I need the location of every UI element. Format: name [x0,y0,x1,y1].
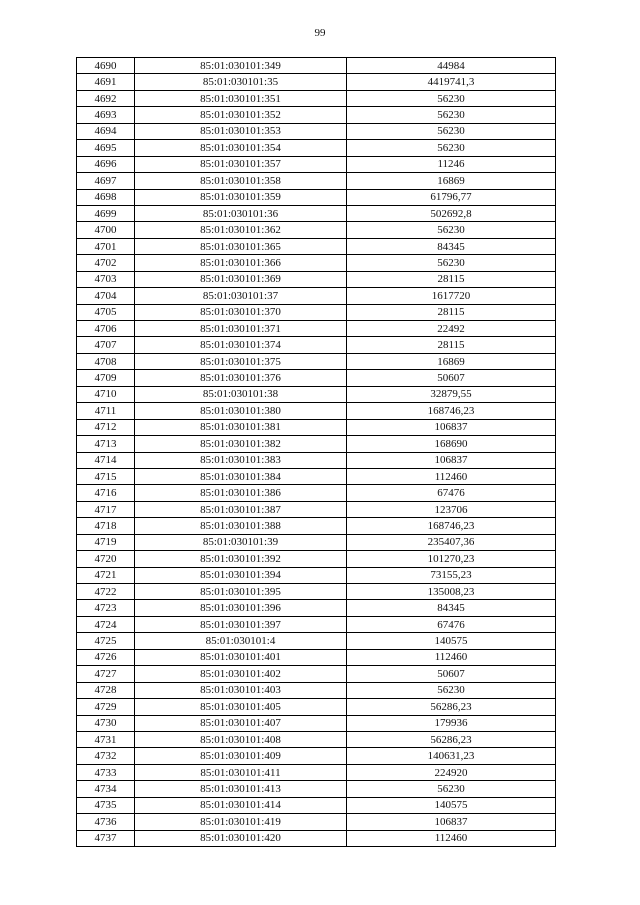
cadastral-value-cell: 168746,23 [347,403,556,419]
cadastral-value-cell: 168690 [347,436,556,452]
row-number-cell: 4701 [77,238,135,254]
cadastral-value-cell: 502692,8 [347,205,556,221]
cadastral-value-cell: 16869 [347,173,556,189]
cadastral-value-cell: 56230 [347,781,556,797]
row-number-cell: 4707 [77,337,135,353]
table-row [77,797,556,813]
cadastral-value-table [76,57,556,847]
row-number-cell: 4692 [77,90,135,106]
table-row [77,518,556,534]
cadastral-value-cell: 112460 [347,830,556,846]
row-number-cell: 4719 [77,534,135,550]
cadastral-number-cell: 85:01:030101:359 [135,189,347,205]
cadastral-number-cell: 85:01:030101:397 [135,616,347,632]
cadastral-value-cell: 56230 [347,682,556,698]
cadastral-number-cell: 85:01:030101:405 [135,699,347,715]
table-row [77,501,556,517]
cadastral-number-cell: 85:01:030101:38 [135,386,347,402]
cadastral-number-cell: 85:01:030101:387 [135,501,347,517]
cadastral-number-cell: 85:01:030101:402 [135,666,347,682]
cadastral-number-cell: 85:01:030101:376 [135,370,347,386]
table-row [77,238,556,254]
cadastral-value-cell: 56286,23 [347,731,556,747]
row-number-cell: 4712 [77,419,135,435]
row-number-cell: 4733 [77,764,135,780]
cadastral-number-cell: 85:01:030101:392 [135,551,347,567]
row-number-cell: 4736 [77,814,135,830]
row-number-cell: 4690 [77,58,135,74]
table-row [77,74,556,90]
row-number-cell: 4735 [77,797,135,813]
cadastral-value-cell: 28115 [347,337,556,353]
table-row [77,633,556,649]
cadastral-value-cell: 56230 [347,90,556,106]
row-number-cell: 4702 [77,255,135,271]
cadastral-value-cell: 73155,23 [347,567,556,583]
table-row [77,370,556,386]
cadastral-number-cell: 85:01:030101:388 [135,518,347,534]
cadastral-value-cell: 106837 [347,452,556,468]
row-number-cell: 4729 [77,699,135,715]
row-number-cell: 4708 [77,353,135,369]
table-row [77,600,556,616]
table-row [77,468,556,484]
table-row [77,337,556,353]
table-row [77,189,556,205]
cadastral-number-cell: 85:01:030101:403 [135,682,347,698]
table-row [77,452,556,468]
cadastral-value-cell: 140575 [347,797,556,813]
cadastral-number-cell: 85:01:030101:380 [135,403,347,419]
row-number-cell: 4724 [77,616,135,632]
row-number-cell: 4696 [77,156,135,172]
table-row [77,731,556,747]
cadastral-number-cell: 85:01:030101:375 [135,353,347,369]
table-row [77,58,556,74]
cadastral-number-cell: 85:01:030101:408 [135,731,347,747]
cadastral-number-cell: 85:01:030101:4 [135,633,347,649]
cadastral-value-cell: 235407,36 [347,534,556,550]
cadastral-value-cell: 56286,23 [347,699,556,715]
cadastral-number-cell: 85:01:030101:413 [135,781,347,797]
table-row [77,140,556,156]
row-number-cell: 4732 [77,748,135,764]
row-number-cell: 4731 [77,731,135,747]
row-number-cell: 4699 [77,205,135,221]
row-number-cell: 4725 [77,633,135,649]
cadastral-number-cell: 85:01:030101:374 [135,337,347,353]
row-number-cell: 4705 [77,304,135,320]
table-row [77,386,556,402]
cadastral-value-cell: 112460 [347,468,556,484]
cadastral-value-cell: 179936 [347,715,556,731]
row-number-cell: 4693 [77,107,135,123]
row-number-cell: 4713 [77,436,135,452]
cadastral-number-cell: 85:01:030101:37 [135,288,347,304]
cadastral-value-cell: 106837 [347,814,556,830]
table-row [77,567,556,583]
table-row [77,551,556,567]
table-row [77,271,556,287]
table-row [77,699,556,715]
row-number-cell: 4715 [77,468,135,484]
table-row [77,255,556,271]
row-number-cell: 4737 [77,830,135,846]
cadastral-number-cell: 85:01:030101:371 [135,321,347,337]
cadastral-number-cell: 85:01:030101:366 [135,255,347,271]
cadastral-number-cell: 85:01:030101:365 [135,238,347,254]
row-number-cell: 4721 [77,567,135,583]
cadastral-value-cell: 84345 [347,600,556,616]
table-row [77,205,556,221]
table-row [77,304,556,320]
table-row [77,781,556,797]
cadastral-number-cell: 85:01:030101:386 [135,485,347,501]
cadastral-value-cell: 32879,55 [347,386,556,402]
cadastral-number-cell: 85:01:030101:419 [135,814,347,830]
cadastral-value-cell: 11246 [347,156,556,172]
table-row [77,419,556,435]
row-number-cell: 4723 [77,600,135,616]
row-number-cell: 4717 [77,501,135,517]
cadastral-value-cell: 22492 [347,321,556,337]
table-row [77,715,556,731]
table-row [77,830,556,846]
cadastral-number-cell: 85:01:030101:382 [135,436,347,452]
row-number-cell: 4720 [77,551,135,567]
table-row [77,353,556,369]
table-row [77,534,556,550]
cadastral-number-cell: 85:01:030101:414 [135,797,347,813]
cadastral-number-cell: 85:01:030101:407 [135,715,347,731]
table-row [77,682,556,698]
table-row [77,321,556,337]
cadastral-value-cell: 56230 [347,222,556,238]
row-number-cell: 4711 [77,403,135,419]
table-row [77,748,556,764]
row-number-cell: 4698 [77,189,135,205]
row-number-cell: 4718 [77,518,135,534]
cadastral-number-cell: 85:01:030101:354 [135,140,347,156]
cadastral-value-cell: 44984 [347,58,556,74]
cadastral-value-cell: 112460 [347,649,556,665]
row-number-cell: 4709 [77,370,135,386]
cadastral-number-cell: 85:01:030101:362 [135,222,347,238]
row-number-cell: 4697 [77,173,135,189]
cadastral-number-cell: 85:01:030101:396 [135,600,347,616]
cadastral-number-cell: 85:01:030101:409 [135,748,347,764]
cadastral-number-cell: 85:01:030101:358 [135,173,347,189]
cadastral-value-cell: 67476 [347,485,556,501]
cadastral-value-cell: 140575 [347,633,556,649]
cadastral-value-cell: 50607 [347,370,556,386]
cadastral-number-cell: 85:01:030101:357 [135,156,347,172]
table-row [77,436,556,452]
row-number-cell: 4706 [77,321,135,337]
row-number-cell: 4703 [77,271,135,287]
cadastral-value-cell: 123706 [347,501,556,517]
cadastral-number-cell: 85:01:030101:401 [135,649,347,665]
row-number-cell: 4704 [77,288,135,304]
cadastral-number-cell: 85:01:030101:351 [135,90,347,106]
row-number-cell: 4714 [77,452,135,468]
row-number-cell: 4691 [77,74,135,90]
cadastral-value-cell: 135008,23 [347,584,556,600]
cadastral-number-cell: 85:01:030101:384 [135,468,347,484]
cadastral-value-cell: 4419741,3 [347,74,556,90]
table-row [77,666,556,682]
table-row [77,616,556,632]
cadastral-value-cell: 61796,77 [347,189,556,205]
row-number-cell: 4695 [77,140,135,156]
cadastral-value-cell: 106837 [347,419,556,435]
table-body [77,58,556,847]
cadastral-number-cell: 85:01:030101:383 [135,452,347,468]
cadastral-number-cell: 85:01:030101:394 [135,567,347,583]
table-row [77,123,556,139]
table-row [77,107,556,123]
cadastral-number-cell: 85:01:030101:349 [135,58,347,74]
row-number-cell: 4716 [77,485,135,501]
cadastral-number-cell: 85:01:030101:420 [135,830,347,846]
table-row [77,173,556,189]
cadastral-value-cell: 1617720 [347,288,556,304]
table-row [77,814,556,830]
table-row [77,485,556,501]
table-row [77,156,556,172]
cadastral-value-cell: 101270,23 [347,551,556,567]
cadastral-number-cell: 85:01:030101:395 [135,584,347,600]
cadastral-number-cell: 85:01:030101:39 [135,534,347,550]
cadastral-number-cell: 85:01:030101:381 [135,419,347,435]
row-number-cell: 4700 [77,222,135,238]
cadastral-number-cell: 85:01:030101:36 [135,205,347,221]
cadastral-number-cell: 85:01:030101:370 [135,304,347,320]
row-number-cell: 4726 [77,649,135,665]
cadastral-value-cell: 140631,23 [347,748,556,764]
cadastral-value-cell: 50607 [347,666,556,682]
cadastral-value-cell: 28115 [347,271,556,287]
cadastral-number-cell: 85:01:030101:369 [135,271,347,287]
cadastral-value-cell: 84345 [347,238,556,254]
table-row [77,649,556,665]
table-row [77,764,556,780]
row-number-cell: 4734 [77,781,135,797]
row-number-cell: 4727 [77,666,135,682]
cadastral-value-cell: 16869 [347,353,556,369]
row-number-cell: 4722 [77,584,135,600]
row-number-cell: 4730 [77,715,135,731]
table-row [77,222,556,238]
cadastral-value-cell: 67476 [347,616,556,632]
cadastral-value-cell: 224920 [347,764,556,780]
cadastral-value-cell: 56230 [347,107,556,123]
cadastral-value-cell: 56230 [347,140,556,156]
cadastral-value-cell: 56230 [347,123,556,139]
cadastral-number-cell: 85:01:030101:352 [135,107,347,123]
cadastral-number-cell: 85:01:030101:353 [135,123,347,139]
table-row [77,288,556,304]
table-row [77,584,556,600]
cadastral-value-cell: 56230 [347,255,556,271]
cadastral-number-cell: 85:01:030101:35 [135,74,347,90]
cadastral-number-cell: 85:01:030101:411 [135,764,347,780]
table-row [77,90,556,106]
row-number-cell: 4728 [77,682,135,698]
table-row [77,403,556,419]
row-number-cell: 4710 [77,386,135,402]
row-number-cell: 4694 [77,123,135,139]
cadastral-value-cell: 28115 [347,304,556,320]
cadastral-value-cell: 168746,23 [347,518,556,534]
page-number: 99 [314,27,326,39]
